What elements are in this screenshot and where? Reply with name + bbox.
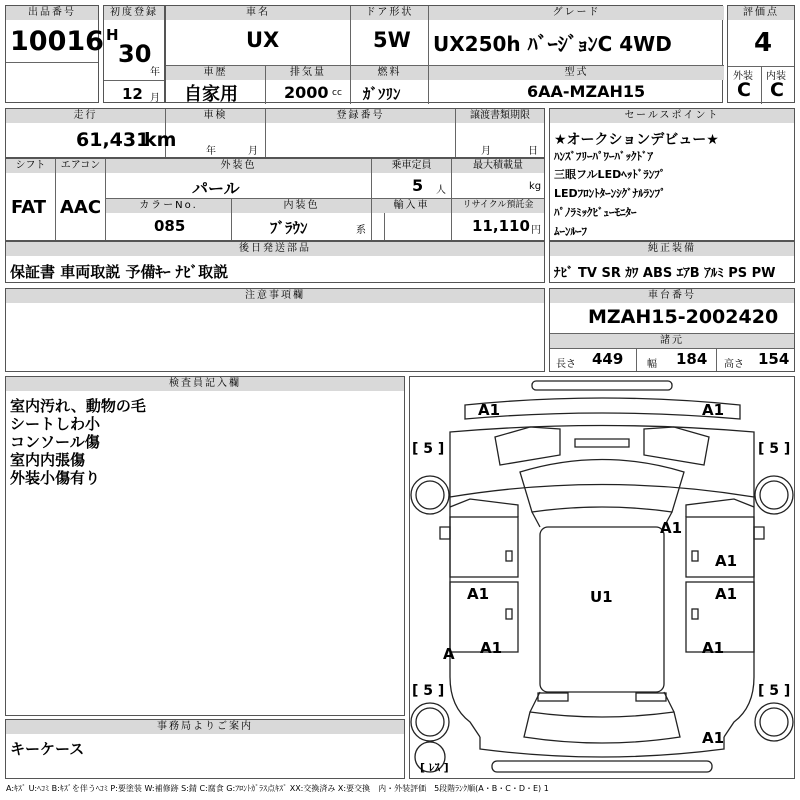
- first-reg-label: 初度登録: [104, 6, 164, 20]
- displacement-cell: [266, 66, 351, 104]
- dims-label: 諸元: [550, 334, 794, 348]
- import-label: 輸入車: [372, 199, 451, 213]
- width-label: 幅: [647, 359, 657, 370]
- recycle-cell: [452, 199, 544, 240]
- sales-point-line: ﾊﾟﾉﾗﾐｯｸﾋﾞｭｰﾓﾆﾀｰ: [554, 206, 637, 219]
- ext-color-label: 外装色: [106, 159, 371, 173]
- load-label: 最大積載量: [452, 159, 544, 173]
- model-cell: [429, 66, 724, 104]
- divider: [550, 348, 794, 349]
- chassis-box: [549, 288, 795, 372]
- capacity-unit: 人: [436, 185, 446, 196]
- ext-score-value: C: [737, 79, 751, 101]
- first-registration-box: [103, 5, 165, 103]
- first-reg-month-unit: 月: [150, 93, 160, 104]
- car-name-value: UX: [246, 28, 280, 52]
- divider: [636, 349, 637, 371]
- lot-number-box: [5, 5, 104, 103]
- sales-point-line: ﾊﾝｽﾞﾌﾘｰﾊﾟﾜｰﾊﾞｯｸﾄﾞｱ: [554, 150, 653, 163]
- int-score-value: C: [770, 79, 784, 101]
- shift-value: FAT: [11, 197, 47, 218]
- first-reg-month: 12: [122, 85, 143, 103]
- tire-label: [ 5 ]: [758, 683, 791, 699]
- ext-color-value: パール: [192, 179, 240, 198]
- recycle-value: 11,110: [472, 217, 530, 235]
- divider: [384, 213, 385, 240]
- score-box: [727, 5, 795, 103]
- inspector-line: シートしわ小: [10, 415, 101, 433]
- inspector-line: コンソール傷: [10, 433, 100, 451]
- history-label: 車歴: [166, 66, 265, 80]
- equipment-value: ﾅﾋﾞ TV SR ｶﾜ ABS ｴｱB ｱﾙﾐ PS PW: [554, 266, 776, 281]
- capacity-cell: [372, 159, 452, 199]
- legend: A:ｷｽﾞ U:ﾍｺﾐ B:ｷｽﾞを伴うﾍｺﾐ P:要塗装 W:補修跡 S:錆 C:腐食 G:ﾌﾛﾝﾄｶﾞﾗｽ点ｷｽﾞ XX:交換済み X:要交換 内・外装評価 5段階ﾗﾝｸ順(A・B・C・D・E) 1: [6, 784, 549, 793]
- lot-number-value: 10016: [10, 26, 104, 57]
- tire-label-spare: [ ﾚｽ ]: [420, 761, 449, 774]
- inspector-label: 検査員記入欄: [6, 377, 404, 391]
- inspection-cell: [166, 109, 266, 157]
- sales-points-box: [549, 108, 795, 241]
- divider: [716, 349, 717, 371]
- registration-label: 登録番号: [266, 109, 455, 123]
- notes-label: 注意事項欄: [6, 289, 544, 303]
- mileage-unit: km: [144, 129, 177, 151]
- sales-point-line: ﾑｰﾝﾙｰﾌ: [554, 225, 587, 238]
- import-cell: [372, 199, 452, 240]
- mileage-value: 61,431: [76, 129, 150, 151]
- inspector-box: [5, 376, 405, 716]
- model-label: 型式: [429, 66, 724, 80]
- transfer-label: 譲渡書類期限: [456, 109, 544, 123]
- sales-point-line: ★オークションデビュー★: [554, 132, 719, 148]
- damage-mark-a1: A1: [702, 401, 725, 419]
- door-label: ドア形状: [351, 6, 428, 20]
- tire-label: [ 5 ]: [412, 683, 445, 699]
- ext-score-label: 外装: [733, 71, 753, 82]
- fuel-cell: [351, 66, 429, 104]
- door-value: 5W: [373, 28, 411, 52]
- grade-cell: [429, 6, 724, 66]
- inspection-label: 車検: [166, 109, 265, 123]
- tire-label: [ 5 ]: [412, 441, 445, 457]
- later-parts-box: [5, 241, 545, 283]
- chassis-value: MZAH15-2002420: [588, 306, 779, 328]
- displacement-unit: cc: [332, 88, 342, 98]
- score-value: 4: [754, 28, 773, 58]
- fuel-label: 燃料: [351, 66, 428, 80]
- notes-box: [5, 288, 545, 372]
- damage-mark-a: A: [443, 645, 455, 663]
- inspection-month-unit: 月: [248, 146, 258, 157]
- load-unit: kg: [529, 181, 542, 192]
- damage-mark-a1: A1: [715, 552, 738, 570]
- first-reg-era: H: [106, 26, 119, 44]
- length-value: 449: [592, 350, 624, 368]
- transfer-cell: [456, 109, 544, 157]
- car-outline-svg: [410, 377, 794, 778]
- office-label: 事務局よりご案内: [6, 720, 404, 734]
- mileage-row: [5, 108, 545, 158]
- ac-cell: [56, 159, 106, 240]
- score-label: 評価点: [728, 6, 794, 20]
- grade-label: グレード: [429, 6, 724, 20]
- car-name-cell: [166, 6, 351, 66]
- capacity-value: 5: [412, 176, 424, 195]
- load-cell: [452, 159, 544, 199]
- damage-mark-a1: A1: [715, 585, 738, 603]
- mileage-label: 走行: [6, 109, 165, 123]
- divider: [761, 66, 762, 104]
- sales-point-line: 三眼フルLEDﾍｯﾄﾞﾗﾝﾌﾟ: [554, 168, 666, 181]
- transfer-day-unit: 日: [528, 146, 538, 157]
- chassis-label: 車台番号: [550, 289, 794, 303]
- car-name-label: 車名: [166, 6, 350, 20]
- later-parts-label: 後日発送部品: [6, 242, 544, 256]
- divider: [6, 62, 98, 63]
- history-value: 自家用: [184, 84, 238, 105]
- equipment-label: 純正装備: [550, 242, 794, 256]
- height-label: 高さ: [724, 359, 744, 370]
- displacement-value: 2000: [284, 83, 329, 102]
- spec-row: [5, 158, 545, 241]
- int-score-label: 内装: [766, 71, 786, 82]
- grade-value: UX250h ﾊﾞｰｼﾞｮﾝC 4WD: [433, 32, 672, 56]
- width-value: 184: [676, 350, 708, 368]
- fuel-value: ｶﾞｿﾘﾝ: [363, 85, 401, 103]
- later-parts-value: 保証書 車両取説 予備ｷｰ ﾅﾋﾞ取説: [10, 263, 229, 281]
- color-no-cell: [106, 199, 232, 240]
- car-info-box: [165, 5, 723, 103]
- length-label: 長さ: [556, 359, 576, 370]
- shift-label: シフト: [6, 159, 55, 173]
- damage-mark-a1: A1: [702, 639, 725, 657]
- door-cell: [351, 6, 429, 66]
- ac-label: エアコン: [56, 159, 105, 173]
- model-value: 6AA-MZAH15: [527, 82, 646, 101]
- damage-mark-a1: A1: [467, 585, 490, 603]
- damage-mark-a1: A1: [480, 639, 503, 657]
- office-value: キーケース: [10, 740, 85, 758]
- inspector-line: 室内内張傷: [10, 451, 86, 469]
- inspector-line: 室内汚れ、動物の毛: [10, 397, 146, 415]
- int-color-label: 内装色: [232, 199, 371, 213]
- ac-value: AAC: [60, 197, 102, 218]
- history-cell: [166, 66, 266, 104]
- first-reg-year: 30: [118, 40, 152, 68]
- int-color-unit: 系: [356, 225, 366, 236]
- capacity-label: 乗車定員: [372, 159, 451, 173]
- transfer-month-unit: 月: [481, 146, 491, 157]
- damage-mark-a1: A1: [478, 401, 501, 419]
- tire-label: [ 5 ]: [758, 441, 791, 457]
- office-box: [5, 719, 405, 779]
- damage-mark-a1: A1: [660, 519, 683, 537]
- int-color-cell: [232, 199, 372, 240]
- first-reg-year-unit: 年: [150, 67, 160, 78]
- damage-diagram: [409, 376, 795, 779]
- equipment-box: [549, 241, 795, 283]
- recycle-label: リサイクル預託金: [452, 199, 544, 213]
- ext-color-cell: [106, 159, 372, 199]
- divider: [104, 80, 164, 81]
- lot-number-label: 出品番号: [6, 6, 98, 20]
- damage-mark-a1: A1: [702, 729, 725, 747]
- color-no-value: 085: [154, 217, 186, 235]
- mileage-cell: [6, 109, 177, 157]
- registration-cell: [266, 109, 456, 157]
- inspection-year-unit: 年: [206, 146, 216, 157]
- damage-mark-u1: U1: [590, 588, 613, 606]
- shift-cell: [6, 159, 56, 240]
- recycle-unit: 円: [531, 225, 541, 236]
- displacement-label: 排気量: [266, 66, 350, 80]
- color-no-label: カラーNo.: [106, 199, 231, 213]
- inspector-line: 外装小傷有り: [10, 469, 101, 487]
- height-value: 154: [758, 350, 790, 368]
- sales-points-label: セールスポイント: [550, 109, 794, 123]
- sales-point-line: LEDﾌﾛﾝﾄﾀｰﾝｼｸﾞﾅﾙﾗﾝﾌﾟ: [554, 187, 666, 200]
- int-color-value: ﾌﾞﾗｳﾝ: [270, 219, 308, 237]
